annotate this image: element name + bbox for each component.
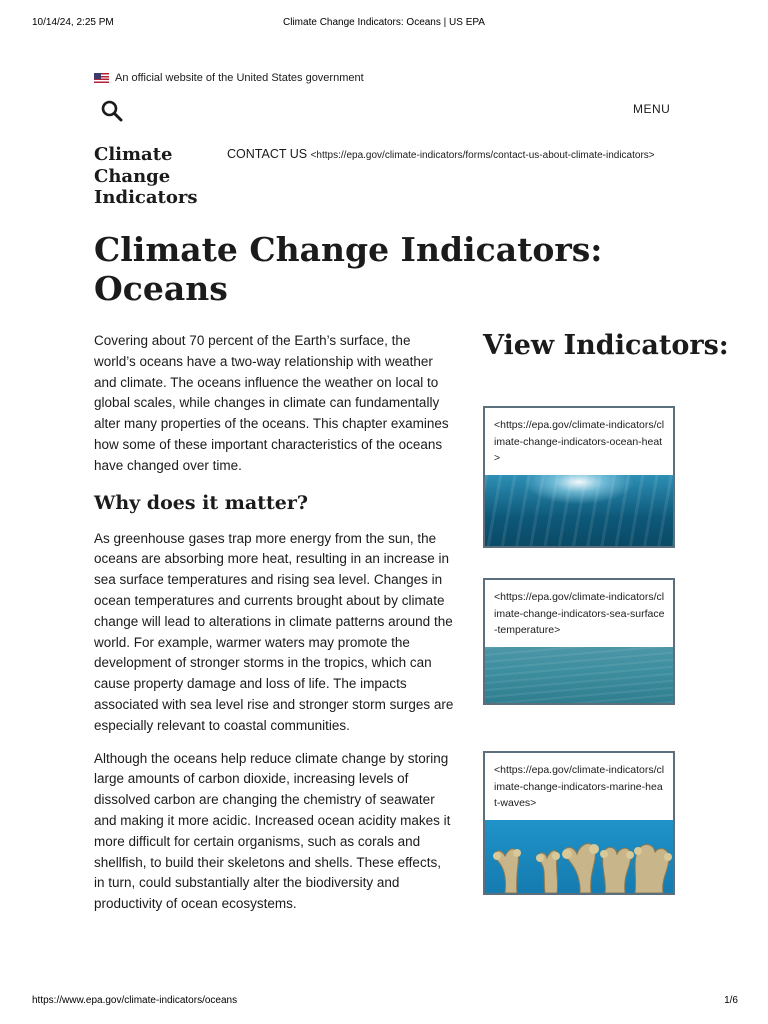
site-title[interactable]: Climate Change Indicators bbox=[94, 144, 198, 208]
gov-banner-text: An official website of the United States government bbox=[115, 72, 364, 84]
coral-illustration bbox=[485, 820, 673, 893]
coral-image bbox=[485, 820, 673, 893]
indicator-link[interactable]: <https://epa.gov/climate-indicators/climate-change-indicators-sea-surface-temperature> bbox=[494, 591, 665, 636]
print-page-number: 1/6 bbox=[724, 995, 738, 1006]
search-icon bbox=[100, 99, 124, 123]
contact-us-link[interactable] bbox=[227, 147, 655, 161]
contact-us-label: CONTACT US bbox=[227, 147, 308, 161]
indicator-card-ocean-heat[interactable] bbox=[483, 406, 675, 548]
contact-us-url: <https://epa.gov/climate-indicators/forms/contact-us-about-climate-indicators> bbox=[310, 150, 655, 161]
sidebar-title: View Indicators: bbox=[483, 330, 729, 361]
body-paragraph: Although the oceans help reduce climate change by storing large amounts of carbon dioxide, increasing levels of dissolved carbon are changing the chemistry of seawater and making it more acidic. Increased ocean acidity makes it more difficult for certain organisms, such as corals and shellfish, to build their skeletons and shells. These effects, in turn, could substantially alter the biodiversity and productivity of ocean ecosystems. bbox=[94, 750, 451, 912]
us-flag-icon bbox=[94, 73, 109, 83]
search-button[interactable] bbox=[100, 99, 124, 123]
gov-banner bbox=[94, 72, 364, 84]
indicator-card-marine-heat-waves[interactable] bbox=[483, 751, 675, 895]
sea-surface-image bbox=[485, 647, 673, 703]
indicator-link[interactable]: <https://epa.gov/climate-indicators/climate-change-indicators-marine-heat-waves> bbox=[494, 764, 665, 809]
indicator-link[interactable]: <https://epa.gov/climate-indicators/climate-change-indicators-ocean-heat> bbox=[494, 419, 665, 464]
indicator-card-sea-surface-temperature[interactable] bbox=[483, 578, 675, 705]
ocean-heat-image bbox=[485, 475, 673, 546]
print-url: https://www.epa.gov/climate-indicators/oceans bbox=[32, 995, 238, 1006]
print-doc-title: Climate Change Indicators: Oceans | US EPA bbox=[283, 17, 485, 28]
main-content bbox=[94, 331, 454, 927]
section-heading: Why does it matter? bbox=[94, 491, 308, 514]
menu-button[interactable]: MENU bbox=[633, 102, 671, 116]
print-datetime: 10/14/24, 2:25 PM bbox=[32, 17, 114, 28]
page-title: Climate Change Indicators: Oceans bbox=[94, 230, 603, 308]
body-paragraph: As greenhouse gases trap more energy from the sun, the oceans are absorbing more heat, resulting in an increase in sea surface temperatures and rising sea level. Changes in ocean temperatures and currents brought about by climate change will lead to alterations in climate patterns around the world. For example, warmer waters may promote the development of stronger storms in the tropics, which can cause property damage and loss of life. The impacts associated with sea level rise and stronger storm surges are especially relevant to coastal communities. bbox=[94, 530, 454, 733]
intro-paragraph: Covering about 70 percent of the Earth’s surface, the world’s oceans have a two-way relationship with weather and climate. The oceans influence the weather on local to global scales, while changes in climate can fundamentally alter many properties of the oceans. This chapter examines how some of these important characteristics of the oceans have changed over time. bbox=[94, 333, 449, 473]
